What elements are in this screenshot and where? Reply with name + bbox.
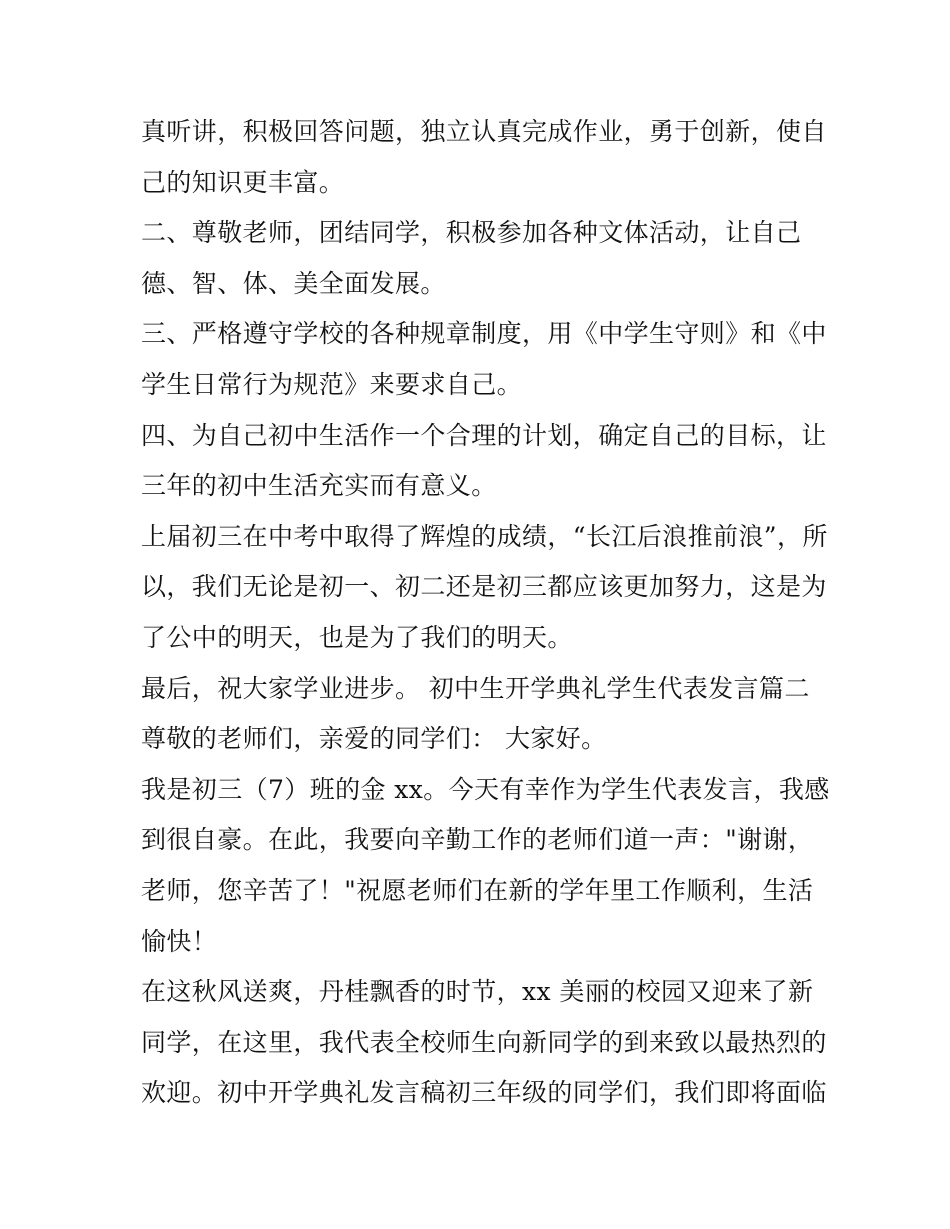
- text-line: 同学，在这里，我代表全校师生向新同学的到来致以最热烈的: [141, 1027, 827, 1057]
- text-line: 己的知识更丰富。: [141, 167, 345, 197]
- text-line: 尊敬的老师们，亲爱的同学们： 大家好。: [141, 724, 607, 754]
- text-line: 愉快！: [141, 926, 218, 956]
- text-line: 欢迎。初中开学典礼发言稿初三年级的同学们，我们即将面临: [141, 1078, 827, 1108]
- text-line: 真听讲，积极回答问题，独立认真完成作业，勇于创新，使自: [141, 117, 827, 146]
- document-body: [141, 107, 830, 1119]
- text-line: 三、严格遵守学校的各种规章制度，用《中学生守则》和《中: [141, 319, 827, 349]
- text-line: 在这秋风送爽，丹桂飘香的时节，xx 美丽的校园又迎来了新: [141, 977, 814, 1007]
- text-line: 了公中的明天，也是为了我们的明天。: [141, 622, 573, 652]
- text-line: 到很自豪。在此，我要向辛勤工作的老师们道一声："谢谢，: [141, 825, 814, 855]
- text-line: 以，我们无论是初一、初二还是初三都应该更加努力，这是为: [141, 572, 827, 602]
- text-line: 最后，祝大家学业进步。 初中生开学典礼学生代表发言篇二: [141, 673, 810, 703]
- text-line: 学生日常行为规范》来要求自己。: [141, 369, 523, 399]
- text-line: 二、尊敬老师，团结同学，积极参加各种文体活动，让自己: [141, 218, 802, 248]
- text-line: 上届初三在中考中取得了辉煌的成绩，“长江后浪推前浪”，所: [141, 521, 828, 551]
- text-line: 德、智、体、美全面发展。: [141, 268, 446, 298]
- text-line: 四、为自己初中生活作一个合理的计划，确定自己的目标，让: [141, 420, 827, 450]
- text-line: 三年的初中生活充实而有意义。: [141, 471, 497, 501]
- text-line: 我是初三（7）班的金 xx。今天有幸作为学生代表发言，我感: [141, 774, 830, 804]
- text-line: 老师，您辛苦了！"祝愿老师们在新的学年里工作顺利，生活: [141, 875, 814, 905]
